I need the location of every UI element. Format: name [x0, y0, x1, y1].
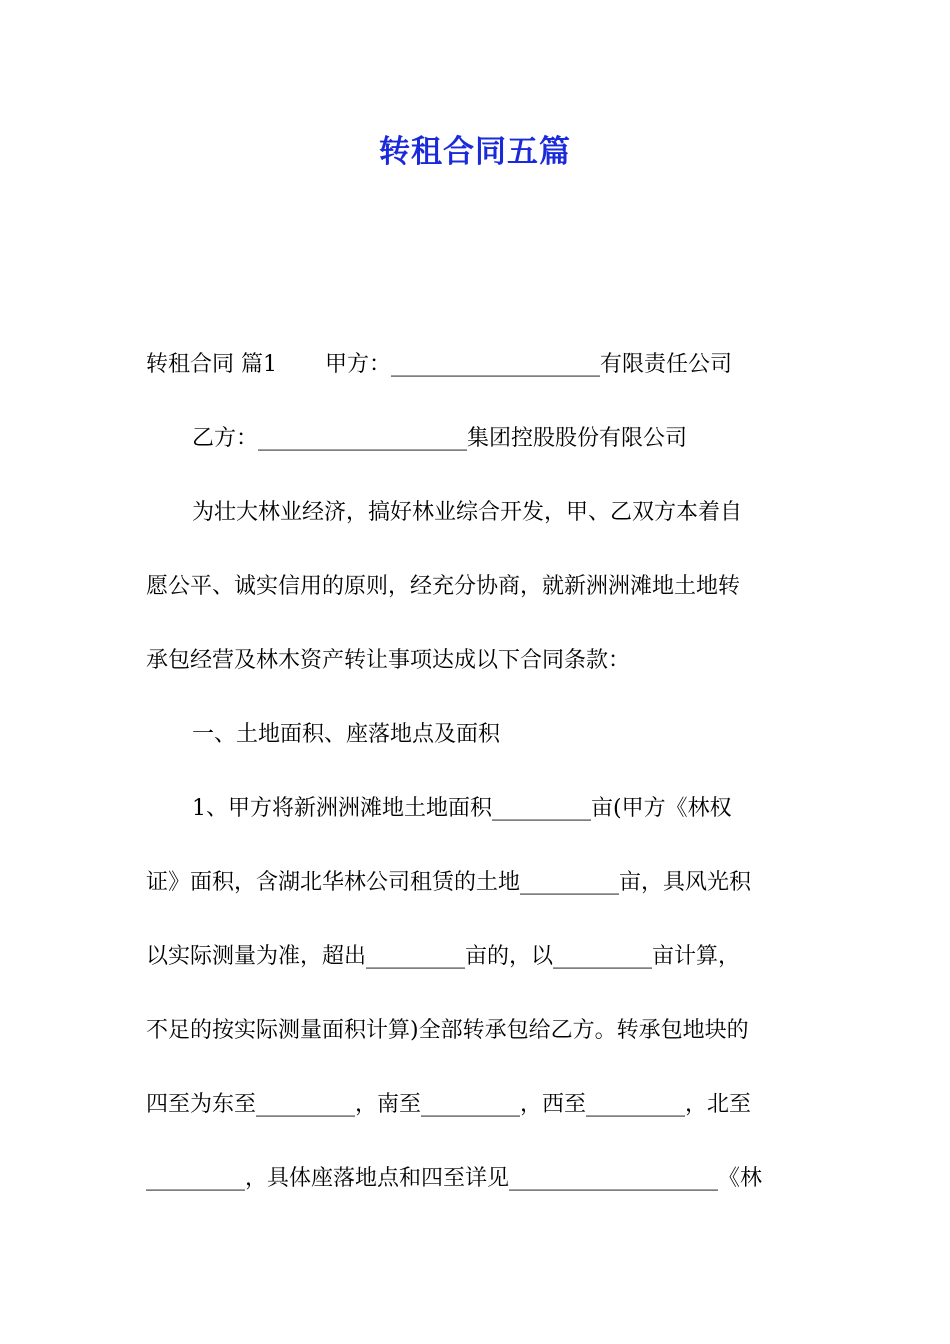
- paragraph-line: 证》面积，含湖北华林公司租赁的土地_________亩，具风光积: [146, 870, 752, 895]
- paragraph-line: 为壮大林业经济，搞好林业综合开发，甲、乙双方本着自: [192, 500, 743, 525]
- document-body: [146, 328, 806, 1216]
- document-title: 转租合同五篇: [379, 134, 571, 170]
- paragraph-line: 愿公平、诚实信用的原则，经充分协商，就新洲洲滩地土地转: [146, 574, 741, 599]
- section-heading: 转租合同 篇1: [146, 352, 277, 377]
- paragraph-line: 四至为东至_________，南至_________，西至_________，北至: [146, 1092, 752, 1117]
- paragraph-line: 不足的按实际测量面积计算)全部转承包给乙方。转承包地块的: [146, 1018, 749, 1043]
- clause-heading: 一、土地面积、座落地点及面积: [192, 722, 501, 747]
- paragraph-line: _________，具体座落地点和四至详见___________________《林: [146, 1166, 763, 1191]
- paragraph-line: 承包经营及林木资产转让事项达成以下合同条款：: [146, 648, 631, 673]
- paragraph-line: 以实际测量为准，超出_________亩的，以_________亩计算，: [146, 944, 741, 969]
- party-b-line: 乙方：___________________集团控股股份有限公司: [192, 426, 688, 451]
- paragraph-line: 1、甲方将新洲洲滩地土地面积_________亩(甲方《林权: [192, 796, 732, 821]
- party-a-line: 甲方：___________________有限责任公司: [325, 352, 733, 377]
- paragraph-line-header: [146, 328, 806, 402]
